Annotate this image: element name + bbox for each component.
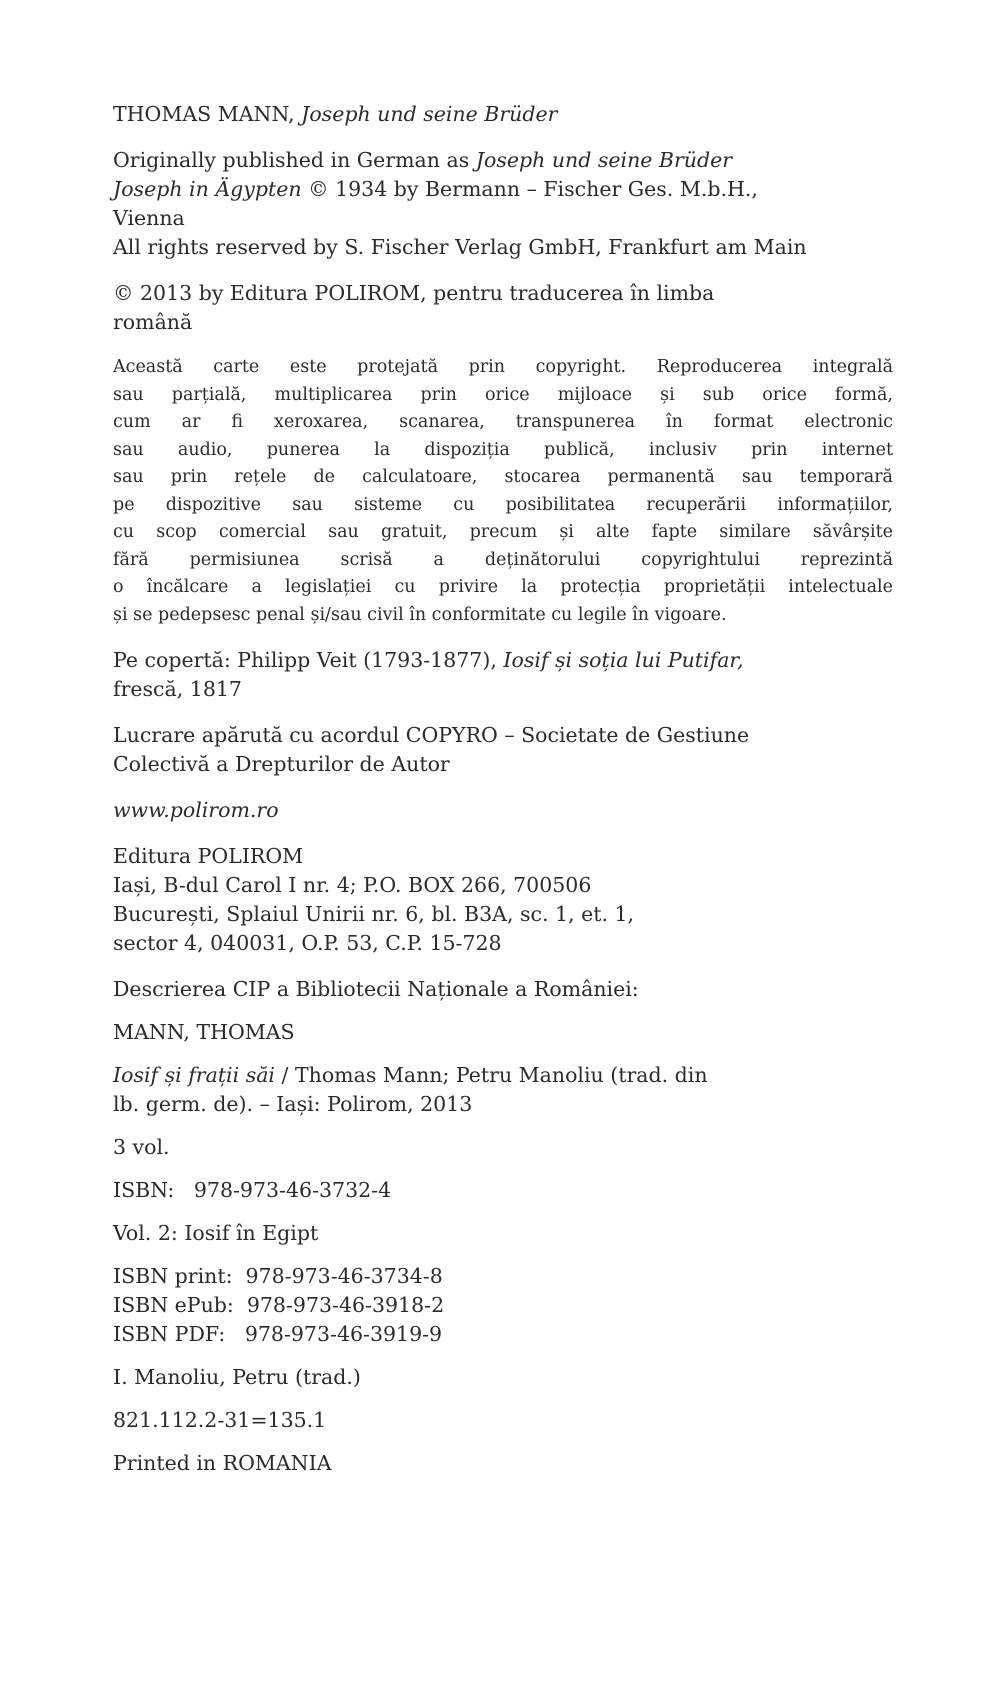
legal-line: Această carte este protejată prin copyright. Reproducerea integrală <box>113 357 893 377</box>
publisher-address-sector: sector 4, 040031, O.P. 53, C.P. 15-728 <box>113 931 502 955</box>
publisher-address-bucuresti: București, Splaiul Unirii nr. 6, bl. B3A, sc. 1, et. 1, <box>113 902 635 926</box>
cip-responsibility: / Thomas Mann; Petru Manoliu (trad. din <box>275 1063 708 1087</box>
printed-in: Printed in ROMANIA <box>113 1451 332 1475</box>
legal-line: cu scop comercial sau gratuit, precum și alte fapte similare săvârșite <box>113 522 893 542</box>
legal-line: și se pedepsesc penal și/sau civil în conformitate cu legile în vigoare. <box>113 604 727 625</box>
legal-line: cum ar fi xeroxarea, scanarea, transpunerea în format electronic <box>113 412 893 432</box>
legal-line: fără permisiunea scrisă a deținătorului copyrightului reprezintă <box>113 549 893 570</box>
cip-isbn-pdf: ISBN PDF: 978-973-46-3919-9 <box>113 1322 443 1346</box>
original-prefix: Originally published in German as <box>113 148 476 172</box>
legal-notice-block <box>113 354 893 629</box>
header-author: THOMAS MANN, <box>113 102 302 126</box>
cip-isbn-formats-block <box>113 1262 893 1349</box>
original-publication-block <box>113 146 893 262</box>
cip-translator: I. Manoliu, Petru (trad.) <box>113 1365 361 1389</box>
original-line-4: All rights reserved by S. Fischer Verlag GmbH, Frankfurt am Main <box>113 235 807 259</box>
original-copyright: © 1934 by Bermann – Fischer Ges. M.b.H., <box>301 177 758 201</box>
translation-copyright-block <box>113 279 893 337</box>
translation-copyright-line-2: română <box>113 310 193 334</box>
translation-copyright-line-1: © 2013 by Editura POLIROM, pentru traducerea în limba <box>113 281 715 305</box>
cip-title-line-2: lb. germ. de). – Iași: Polirom, 2013 <box>113 1092 473 1116</box>
header-title: Joseph und seine Brüder <box>301 102 558 126</box>
cip-translator-block <box>113 1363 893 1392</box>
legal-line: sau parțială, multiplicarea prin orice mijloace și sub orice formă, <box>113 384 893 405</box>
cip-vol2: Vol. 2: Iosif în Egipt <box>113 1221 319 1245</box>
cip-volumes: 3 vol. <box>113 1135 170 1159</box>
legal-line: sau prin rețele de calculatoare, stocarea permanentă sau temporară <box>113 467 893 487</box>
cip-title-block <box>113 1061 893 1119</box>
cip-isbn-block <box>113 1176 893 1205</box>
cip-heading: Descrierea CIP a Bibliotecii Naționale a României: <box>113 977 639 1001</box>
publisher-address-iasi: Iași, B-dul Carol I nr. 4; P.O. BOX 266, 700506 <box>113 873 592 897</box>
cover-artist: Pe copertă: Philipp Veit (1793-1877), <box>113 648 504 672</box>
original-line-3: Vienna <box>113 206 185 230</box>
original-volume-title: Joseph in Ägypten <box>113 177 302 201</box>
cover-credit-line-1 <box>113 646 893 675</box>
cip-udc: 821.112.2-31=135.1 <box>113 1408 327 1432</box>
cover-artwork-title: Iosif și soția lui Putifar, <box>503 648 744 672</box>
original-line-2 <box>113 175 893 204</box>
cover-credit-line-2: frescă, 1817 <box>113 677 242 701</box>
original-title: Joseph und seine Brüder <box>475 148 733 172</box>
legal-line: sau audio, punerea la dispoziția publică, inclusiv prin internet <box>113 439 893 460</box>
cip-udc-block <box>113 1406 893 1435</box>
cip-isbn: ISBN: 978-973-46-3732-4 <box>113 1178 392 1202</box>
website-link[interactable]: www.polirom.ro <box>113 798 279 822</box>
cip-isbn-epub: ISBN ePub: 978-973-46-3918-2 <box>113 1293 445 1317</box>
cip-heading-block <box>113 975 893 1004</box>
cip-isbn-print: ISBN print: 978-973-46-3734-8 <box>113 1264 443 1288</box>
website-block <box>113 796 893 825</box>
printed-block <box>113 1449 893 1478</box>
legal-line: o încălcare a legislației cu privire la protecția proprietății intelectuale <box>113 577 893 597</box>
copyro-block <box>113 721 893 779</box>
cip-title-line-1 <box>113 1061 893 1090</box>
cip-volumes-block <box>113 1133 893 1162</box>
header-block <box>113 100 893 129</box>
cip-vol2-block <box>113 1219 893 1248</box>
cip-author: MANN, THOMAS <box>113 1020 295 1044</box>
publisher-address-block <box>113 842 893 958</box>
cover-credit-block <box>113 646 893 704</box>
copyro-line-2: Colectivă a Drepturilor de Autor <box>113 752 450 776</box>
publisher-name: Editura POLIROM <box>113 844 304 868</box>
original-line-1 <box>113 146 893 175</box>
copyright-page <box>113 100 893 1478</box>
legal-line: pe dispozitive sau sisteme cu posibilitatea recuperării informațiilor, <box>113 494 893 515</box>
cip-author-block <box>113 1018 893 1047</box>
copyro-line-1: Lucrare apărută cu acordul COPYRO – Societate de Gestiune <box>113 723 750 747</box>
cip-title: Iosif și frații săi <box>113 1063 275 1087</box>
header-line <box>113 100 893 129</box>
